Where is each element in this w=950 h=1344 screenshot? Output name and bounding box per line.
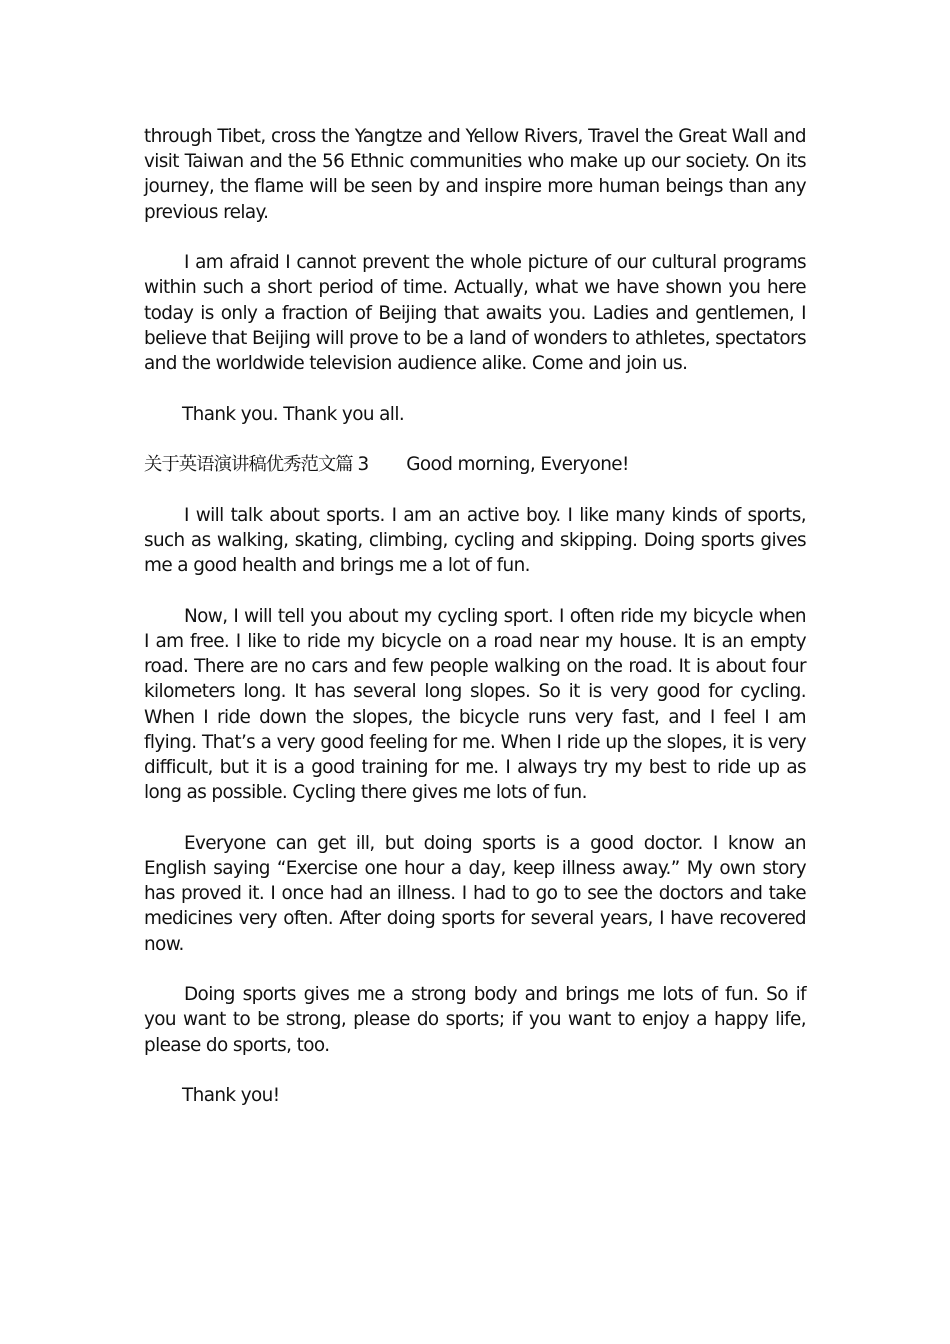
section-heading-line (144, 452, 806, 477)
paragraph-conclusion: Doing sports gives me a strong body and brings me lots of fun. So if you want to be strong, please do sports; if you want to enjoy a happy life, please do sports, too. (144, 984, 806, 1056)
paragraph-torch-relay: through Tibet, cross the Yangtze and Yellow Rivers, Travel the Great Wall and visit Taiwan and the 56 Ethnic communities who make up our society. On its journey, the flame will be seen by and inspire more human beings than any previous relay. (144, 126, 806, 223)
document-body (144, 124, 806, 1134)
paragraph-sports-intro: I will talk about sports. I am an active boy. I like many kinds of sports, such as walking, skating, climbing, cycling and skipping. Doing sports gives me a good health and brings me a lot of fun. (144, 504, 806, 577)
paragraph-health: Everyone can get ill, but doing sports is a good doctor. I know an English saying “Exercise one hour a day, keep illness away.” My own story has proved it. I once had an illness. I had to go to see the doctors and take medicines very often. After doing sports for several years, I have recovered now. (144, 832, 806, 955)
greeting: Good morning, Everyone! (406, 454, 629, 476)
paragraph-cultural-programs: I am afraid I cannot prevent the whole picture of our cultural programs within such a short period of time. Actually, what we have shown you here today is only a fraction of Beijing that awaits you. Ladies and gentlemen, I believe that Beijing will prove to be a land of wonders to athletes, spectators and the worldwide television audience alike. Come and join us. (144, 252, 806, 375)
paragraph-thank-you: Thank you! (182, 1085, 280, 1107)
section-heading: 关于英语演讲稿优秀范文篇 3 (144, 454, 369, 476)
paragraph-thank-you-all: Thank you. Thank you all. (182, 403, 405, 425)
paragraph-cycling: Now, I will tell you about my cycling sport. I often ride my bicycle when I am free. I like to ride my bicycle on a road near my house. It is an empty road. There are no cars and few people walking on the road. It is about four kilometers long. It has several long slopes. So it is very good for cycling. When I ride down the slopes, the bicycle runs very fast, and I feel I am flying. That’s a very good feeling for me. When I ride up the slopes, it is very difficult, but it is a good training for me. I always try my best to ride up as long as possible. Cycling there gives me lots of fun. (144, 605, 806, 804)
